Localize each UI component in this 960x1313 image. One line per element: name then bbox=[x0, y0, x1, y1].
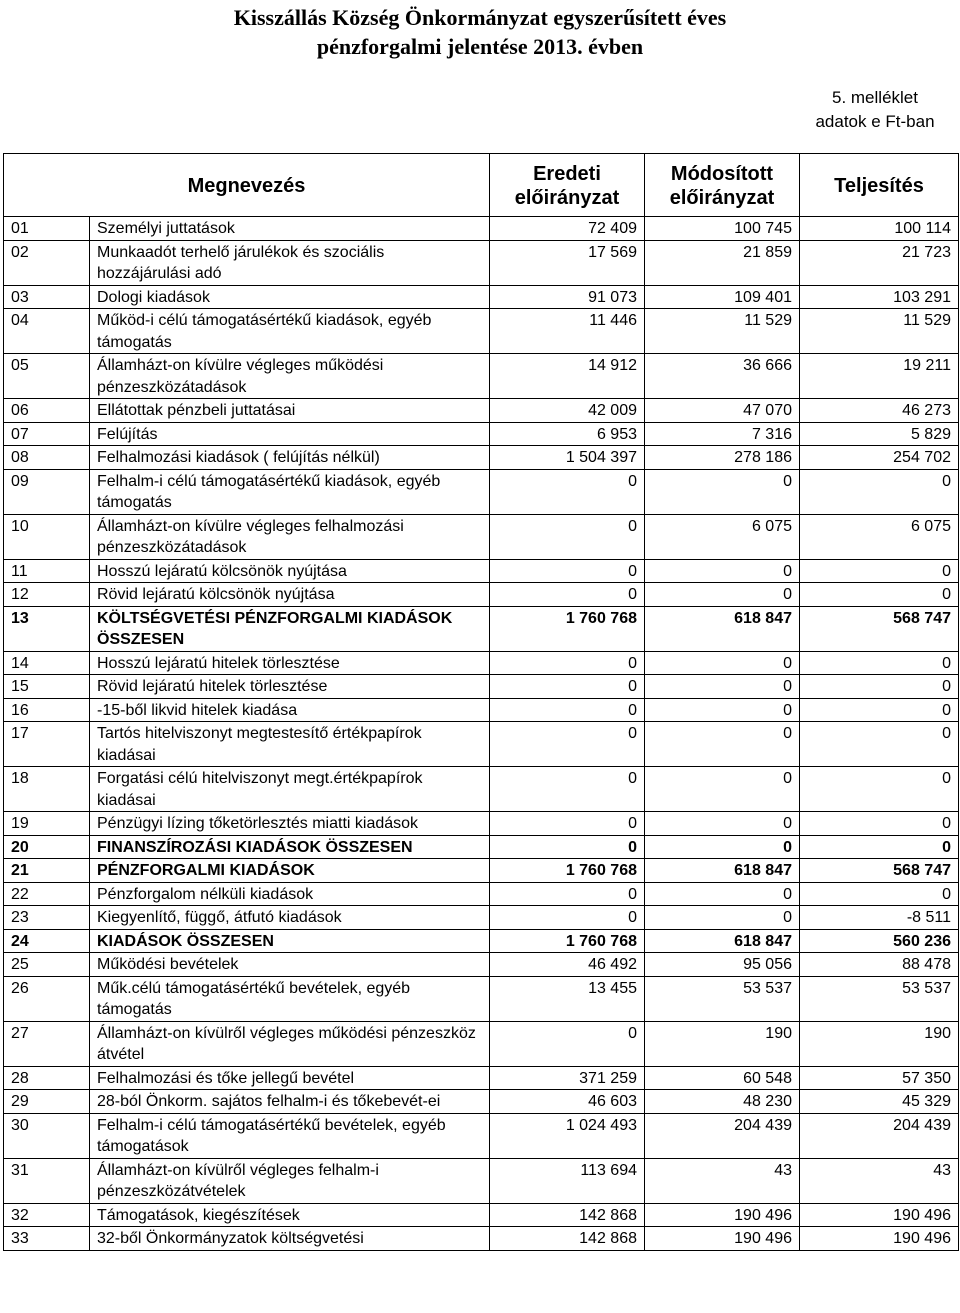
row-modified: 190 496 bbox=[645, 1203, 800, 1227]
row-modified: 6 075 bbox=[645, 514, 800, 559]
row-name: KIADÁSOK ÖSSZESEN bbox=[90, 929, 490, 953]
row-modified: 43 bbox=[645, 1158, 800, 1203]
row-modified: 109 401 bbox=[645, 285, 800, 309]
table-row bbox=[4, 446, 959, 470]
row-original: 1 760 768 bbox=[490, 606, 645, 651]
row-number: 19 bbox=[4, 812, 90, 836]
row-name: Felhalmozási és tőke jellegű bevétel bbox=[90, 1066, 490, 1090]
row-number: 03 bbox=[4, 285, 90, 309]
table-body bbox=[4, 217, 959, 1251]
header-actual: Teljesítés bbox=[800, 154, 959, 217]
row-actual: 0 bbox=[800, 675, 959, 699]
table-row bbox=[4, 1158, 959, 1203]
row-name: Államházt-on kívülre végleges felhalmozási pénzeszközátadások bbox=[90, 514, 490, 559]
table-row bbox=[4, 1066, 959, 1090]
row-original: 142 868 bbox=[490, 1227, 645, 1251]
row-number: 20 bbox=[4, 835, 90, 859]
row-number: 14 bbox=[4, 651, 90, 675]
row-number: 33 bbox=[4, 1227, 90, 1251]
row-number: 15 bbox=[4, 675, 90, 699]
row-name: Pénzforgalom nélküli kiadások bbox=[90, 882, 490, 906]
row-modified: 48 230 bbox=[645, 1090, 800, 1114]
row-original: 13 455 bbox=[490, 976, 645, 1021]
unit-note: adatok e Ft-ban bbox=[815, 112, 935, 131]
row-name: Személyi juttatások bbox=[90, 217, 490, 241]
table-row bbox=[4, 976, 959, 1021]
row-modified: 204 439 bbox=[645, 1113, 800, 1158]
row-original: 0 bbox=[490, 514, 645, 559]
row-modified: 278 186 bbox=[645, 446, 800, 470]
table-row bbox=[4, 859, 959, 883]
row-actual: 204 439 bbox=[800, 1113, 959, 1158]
row-original: 0 bbox=[490, 906, 645, 930]
table-row bbox=[4, 835, 959, 859]
row-name: Államházt-on kívülre végleges működési pénzeszközátadások bbox=[90, 354, 490, 399]
table-row bbox=[4, 698, 959, 722]
row-actual: 5 829 bbox=[800, 422, 959, 446]
row-actual: 19 211 bbox=[800, 354, 959, 399]
row-name: Hosszú lejáratú kölcsönök nyújtása bbox=[90, 559, 490, 583]
document-title-line1: Kisszállás Község Önkormányzat egyszerűsített éves bbox=[233, 5, 727, 30]
row-name: Dologi kiadások bbox=[90, 285, 490, 309]
table-row bbox=[4, 882, 959, 906]
row-name: -15-ből likvid hitelek kiadása bbox=[90, 698, 490, 722]
row-actual: 0 bbox=[800, 469, 959, 514]
row-modified: 11 529 bbox=[645, 309, 800, 354]
row-actual: 45 329 bbox=[800, 1090, 959, 1114]
header-original: Eredeti előirányzat bbox=[490, 154, 645, 217]
row-modified: 0 bbox=[645, 722, 800, 767]
row-modified: 21 859 bbox=[645, 240, 800, 285]
row-number: 06 bbox=[4, 399, 90, 423]
row-number: 28 bbox=[4, 1066, 90, 1090]
row-actual: 103 291 bbox=[800, 285, 959, 309]
row-original: 142 868 bbox=[490, 1203, 645, 1227]
cashflow-table bbox=[3, 153, 959, 1251]
table-row bbox=[4, 583, 959, 607]
row-actual: 0 bbox=[800, 882, 959, 906]
row-original: 91 073 bbox=[490, 285, 645, 309]
row-number: 02 bbox=[4, 240, 90, 285]
table-row bbox=[4, 217, 959, 241]
row-name: Felújítás bbox=[90, 422, 490, 446]
row-modified: 190 496 bbox=[645, 1227, 800, 1251]
row-modified: 53 537 bbox=[645, 976, 800, 1021]
table-row bbox=[4, 1203, 959, 1227]
row-actual: 0 bbox=[800, 812, 959, 836]
row-name: FINANSZÍROZÁSI KIADÁSOK ÖSSZESEN bbox=[90, 835, 490, 859]
row-modified: 95 056 bbox=[645, 953, 800, 977]
row-original: 0 bbox=[490, 469, 645, 514]
table-row bbox=[4, 514, 959, 559]
row-number: 13 bbox=[4, 606, 90, 651]
row-modified: 0 bbox=[645, 812, 800, 836]
table-row bbox=[4, 399, 959, 423]
row-name: Államházt-on kívülről végleges működési pénzeszköz átvétel bbox=[90, 1021, 490, 1066]
table-row bbox=[4, 606, 959, 651]
row-actual: 190 496 bbox=[800, 1227, 959, 1251]
row-original: 0 bbox=[490, 882, 645, 906]
table-row bbox=[4, 1090, 959, 1114]
row-actual: 21 723 bbox=[800, 240, 959, 285]
row-actual: 0 bbox=[800, 583, 959, 607]
row-modified: 0 bbox=[645, 559, 800, 583]
row-name: Munkaadót terhelő járulékok és szociális hozzájárulási adó bbox=[90, 240, 490, 285]
table-row bbox=[4, 812, 959, 836]
row-actual: 568 747 bbox=[800, 859, 959, 883]
row-actual: 43 bbox=[800, 1158, 959, 1203]
row-actual: 100 114 bbox=[800, 217, 959, 241]
row-name: Működ-i célú támogatásértékű kiadások, egyéb támogatás bbox=[90, 309, 490, 354]
table-row bbox=[4, 1113, 959, 1158]
row-modified: 0 bbox=[645, 835, 800, 859]
row-actual: 190 496 bbox=[800, 1203, 959, 1227]
row-number: 22 bbox=[4, 882, 90, 906]
row-number: 25 bbox=[4, 953, 90, 977]
row-modified: 36 666 bbox=[645, 354, 800, 399]
row-actual: 0 bbox=[800, 698, 959, 722]
row-modified: 0 bbox=[645, 882, 800, 906]
row-modified: 0 bbox=[645, 767, 800, 812]
table-row bbox=[4, 906, 959, 930]
row-actual: 53 537 bbox=[800, 976, 959, 1021]
row-original: 0 bbox=[490, 835, 645, 859]
table-row bbox=[4, 675, 959, 699]
row-original: 42 009 bbox=[490, 399, 645, 423]
row-actual: 0 bbox=[800, 767, 959, 812]
row-number: 01 bbox=[4, 217, 90, 241]
row-name: 32-ből Önkormányzatok költségvetési bbox=[90, 1227, 490, 1251]
row-number: 07 bbox=[4, 422, 90, 446]
row-actual: 0 bbox=[800, 651, 959, 675]
table-row bbox=[4, 354, 959, 399]
row-modified: 618 847 bbox=[645, 929, 800, 953]
row-name: Rövid lejáratú kölcsönök nyújtása bbox=[90, 583, 490, 607]
row-name: Felhalm-i célú támogatásértékű bevételek, egyéb támogatások bbox=[90, 1113, 490, 1158]
row-modified: 0 bbox=[645, 583, 800, 607]
row-number: 10 bbox=[4, 514, 90, 559]
row-original: 0 bbox=[490, 675, 645, 699]
row-modified: 190 bbox=[645, 1021, 800, 1066]
row-original: 0 bbox=[490, 583, 645, 607]
table-row bbox=[4, 285, 959, 309]
row-number: 27 bbox=[4, 1021, 90, 1066]
row-name: Tartós hitelviszonyt megtestesítő értékpapírok kiadásai bbox=[90, 722, 490, 767]
row-actual: 46 273 bbox=[800, 399, 959, 423]
row-original: 371 259 bbox=[490, 1066, 645, 1090]
row-number: 26 bbox=[4, 976, 90, 1021]
row-modified: 100 745 bbox=[645, 217, 800, 241]
row-actual: 11 529 bbox=[800, 309, 959, 354]
table-row bbox=[4, 929, 959, 953]
row-original: 17 569 bbox=[490, 240, 645, 285]
row-name: KÖLTSÉGVETÉSI PÉNZFORGALMI KIADÁSOK ÖSSZESEN bbox=[90, 606, 490, 651]
row-actual: 190 bbox=[800, 1021, 959, 1066]
document-title bbox=[0, 3, 960, 61]
row-name: Hosszú lejáratú hitelek törlesztése bbox=[90, 651, 490, 675]
row-original: 0 bbox=[490, 1021, 645, 1066]
row-original: 1 504 397 bbox=[490, 446, 645, 470]
row-number: 08 bbox=[4, 446, 90, 470]
annex-label: 5. melléklet bbox=[832, 88, 918, 107]
row-modified: 0 bbox=[645, 651, 800, 675]
row-actual: 560 236 bbox=[800, 929, 959, 953]
row-original: 0 bbox=[490, 722, 645, 767]
row-number: 30 bbox=[4, 1113, 90, 1158]
table-row bbox=[4, 240, 959, 285]
row-number: 29 bbox=[4, 1090, 90, 1114]
row-modified: 47 070 bbox=[645, 399, 800, 423]
row-original: 6 953 bbox=[490, 422, 645, 446]
table-row bbox=[4, 309, 959, 354]
row-number: 11 bbox=[4, 559, 90, 583]
row-actual: 0 bbox=[800, 722, 959, 767]
row-number: 23 bbox=[4, 906, 90, 930]
row-original: 14 912 bbox=[490, 354, 645, 399]
row-modified: 60 548 bbox=[645, 1066, 800, 1090]
table-row bbox=[4, 469, 959, 514]
row-actual: 568 747 bbox=[800, 606, 959, 651]
row-name: 28-ból Önkorm. sajátos felhalm-i és tőkebevét-ei bbox=[90, 1090, 490, 1114]
row-modified: 0 bbox=[645, 698, 800, 722]
table-row bbox=[4, 559, 959, 583]
document-title-line2: pénzforgalmi jelentése 2013. évben bbox=[316, 34, 644, 59]
table-row bbox=[4, 953, 959, 977]
row-name: Működési bevételek bbox=[90, 953, 490, 977]
row-modified: 618 847 bbox=[645, 859, 800, 883]
row-original: 0 bbox=[490, 767, 645, 812]
row-original: 46 603 bbox=[490, 1090, 645, 1114]
table-row bbox=[4, 422, 959, 446]
row-original: 0 bbox=[490, 698, 645, 722]
row-original: 46 492 bbox=[490, 953, 645, 977]
row-original: 0 bbox=[490, 812, 645, 836]
row-modified: 0 bbox=[645, 675, 800, 699]
row-original: 0 bbox=[490, 651, 645, 675]
row-modified: 0 bbox=[645, 906, 800, 930]
row-number: 04 bbox=[4, 309, 90, 354]
annex-note bbox=[790, 86, 960, 134]
row-original: 72 409 bbox=[490, 217, 645, 241]
row-actual: 254 702 bbox=[800, 446, 959, 470]
row-name: Pénzügyi lízing tőketörlesztés miatti kiadások bbox=[90, 812, 490, 836]
row-number: 32 bbox=[4, 1203, 90, 1227]
row-name: Felhalm-i célú támogatásértékű kiadások, egyéb támogatás bbox=[90, 469, 490, 514]
row-number: 24 bbox=[4, 929, 90, 953]
row-original: 11 446 bbox=[490, 309, 645, 354]
row-name: Forgatási célú hitelviszonyt megt.értékpapírok kiadásai bbox=[90, 767, 490, 812]
row-original: 1 760 768 bbox=[490, 859, 645, 883]
row-actual: 6 075 bbox=[800, 514, 959, 559]
row-name: Támogatások, kiegészítések bbox=[90, 1203, 490, 1227]
row-number: 18 bbox=[4, 767, 90, 812]
row-actual: 57 350 bbox=[800, 1066, 959, 1090]
row-original: 0 bbox=[490, 559, 645, 583]
row-actual: 0 bbox=[800, 559, 959, 583]
table-row bbox=[4, 651, 959, 675]
row-number: 12 bbox=[4, 583, 90, 607]
table-row bbox=[4, 767, 959, 812]
row-original: 1 024 493 bbox=[490, 1113, 645, 1158]
row-modified: 0 bbox=[645, 469, 800, 514]
row-number: 17 bbox=[4, 722, 90, 767]
row-name: Műk.célú támogatásértékű bevételek, egyéb támogatás bbox=[90, 976, 490, 1021]
row-name: Államházt-on kívülről végleges felhalm-i pénzeszközátvételek bbox=[90, 1158, 490, 1203]
row-name: PÉNZFORGALMI KIADÁSOK bbox=[90, 859, 490, 883]
row-modified: 7 316 bbox=[645, 422, 800, 446]
row-number: 31 bbox=[4, 1158, 90, 1203]
row-name: Ellátottak pénzbeli juttatásai bbox=[90, 399, 490, 423]
table-row bbox=[4, 722, 959, 767]
row-number: 16 bbox=[4, 698, 90, 722]
table-row bbox=[4, 1021, 959, 1066]
row-actual: 0 bbox=[800, 835, 959, 859]
header-modified: Módosított előirányzat bbox=[645, 154, 800, 217]
row-name: Kiegyenlítő, függő, átfutó kiadások bbox=[90, 906, 490, 930]
row-actual: -8 511 bbox=[800, 906, 959, 930]
row-number: 05 bbox=[4, 354, 90, 399]
row-original: 1 760 768 bbox=[490, 929, 645, 953]
row-number: 09 bbox=[4, 469, 90, 514]
table-header-row bbox=[4, 154, 959, 217]
row-name: Felhalmozási kiadások ( felújítás nélkül) bbox=[90, 446, 490, 470]
table-row bbox=[4, 1227, 959, 1251]
row-modified: 618 847 bbox=[645, 606, 800, 651]
row-number: 21 bbox=[4, 859, 90, 883]
row-actual: 88 478 bbox=[800, 953, 959, 977]
header-name: Megnevezés bbox=[4, 154, 490, 217]
row-name: Rövid lejáratú hitelek törlesztése bbox=[90, 675, 490, 699]
row-original: 113 694 bbox=[490, 1158, 645, 1203]
